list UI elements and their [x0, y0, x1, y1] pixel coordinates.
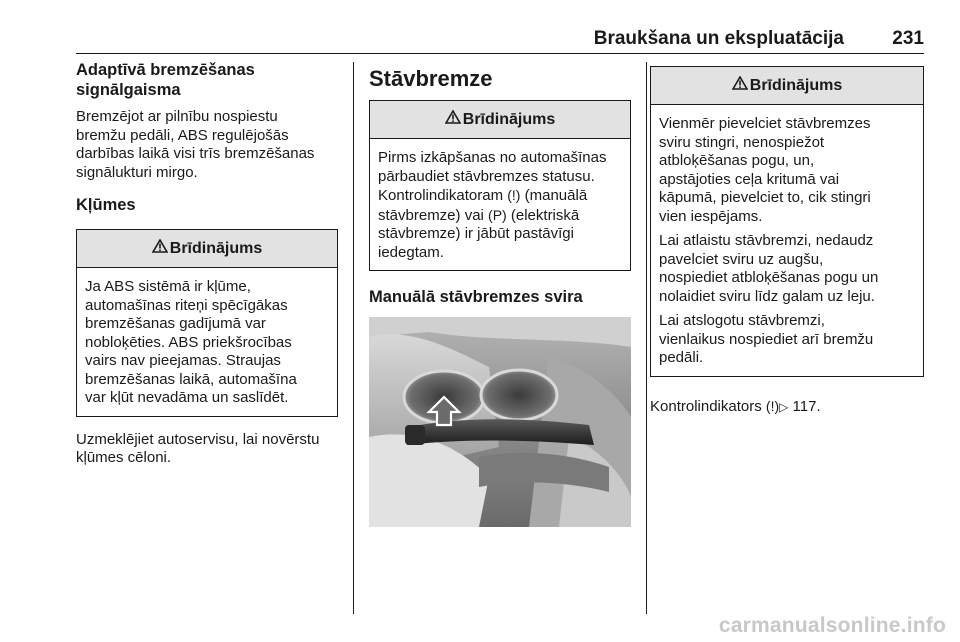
column-divider	[646, 62, 647, 614]
indicator-reference: Kontrolindikators (!)▷ 117.	[650, 397, 821, 415]
chapter-title: Braukšana un ekspluatācija	[593, 28, 844, 49]
page-header	[76, 26, 924, 54]
column-divider	[353, 62, 354, 614]
middle-column	[369, 60, 631, 527]
warning-text: Ja ABS sistēmā ir kļūme, automašīnas riteņi spēcīgākas bremzēšanas gadījumā var nobloķēties. ABS priekšrocības vairs nav pieejamas. Straujas bremzēšanas laikā, automašīna var kļūt nevadāma un saslīdēt.	[85, 278, 297, 406]
warning-header	[77, 230, 337, 268]
left-column	[76, 60, 338, 468]
page-reference-link[interactable]: 117.	[788, 397, 821, 415]
warning-header	[370, 101, 630, 139]
warning-triangle-icon	[152, 239, 168, 258]
outro-paragraph: Uzmeklējiet autoservisu, lai novērstu kļūmes cēloni.	[76, 430, 320, 466]
parking-brake-electric-indicator-icon: (P)	[488, 206, 507, 223]
section-heading-adaptive-brake-light: Adaptīvā bremzēšanas signālgaisma	[76, 61, 255, 99]
parking-brake-manual-indicator-icon: (!)	[507, 187, 521, 203]
warning-title: Brīdinājums	[462, 110, 556, 128]
warning-header	[651, 67, 923, 105]
page-reference-arrow-icon: ▷	[779, 399, 789, 414]
warning-text: Pirms izkāpšanas no automašīnas pārbaudiet stāvbremzes statusu. Kontrolindikatoram (!) (manuālā stāvbremze) vai (P) (elektriskā stāvbremze) ir jābūt pastāvīgi iedegtam.	[378, 149, 607, 261]
section-heading-parking-brake: Stāvbremze	[369, 66, 493, 91]
warning-box-abs	[76, 229, 338, 417]
intro-paragraph: Bremzējot ar pilnību nospiestu bremžu pedāli, ABS regulējošās darbības laikā visi trīs bremzēšanas signālukturi mirgo.	[76, 108, 315, 181]
page-number: 231	[892, 28, 924, 49]
warning-box-lever-usage	[650, 66, 924, 377]
warning-triangle-icon	[445, 110, 461, 129]
warning-paragraph: Lai atslogotu stāvbremzi, vienlaikus nospiediet arī bremžu pedāli.	[659, 312, 874, 366]
warning-paragraph: Vienmēr pievelciet stāvbremzes sviru stingri, nenospiežot atbloķēšanas pogu, un, apstājoties ceļa kritumā vai kāpumā, pievelciet to, cik stingri vien iespējams.	[659, 115, 871, 225]
subheading-manual-lever: Manuālā stāvbremzes svira	[369, 288, 583, 306]
warning-title: Brīdinājums	[169, 239, 263, 257]
warning-title: Brīdinājums	[749, 76, 843, 94]
warning-box-parking-brake	[369, 100, 631, 271]
subheading-faults: Kļūmes	[76, 196, 136, 214]
parking-brake-indicator-icon: (!)	[765, 397, 780, 414]
warning-text	[651, 105, 923, 376]
right-column	[650, 60, 924, 416]
warning-paragraph: Lai atlaistu stāvbremzi, nedaudz pavelciet sviru uz augšu, nospiediet atbloķēšanas pogu un nolaidiet sviru līdz galam uz leju.	[659, 232, 879, 305]
parking-brake-lever-photo	[369, 317, 631, 527]
warning-triangle-icon	[732, 76, 748, 95]
watermark: carmanualsonline.info	[718, 614, 946, 637]
